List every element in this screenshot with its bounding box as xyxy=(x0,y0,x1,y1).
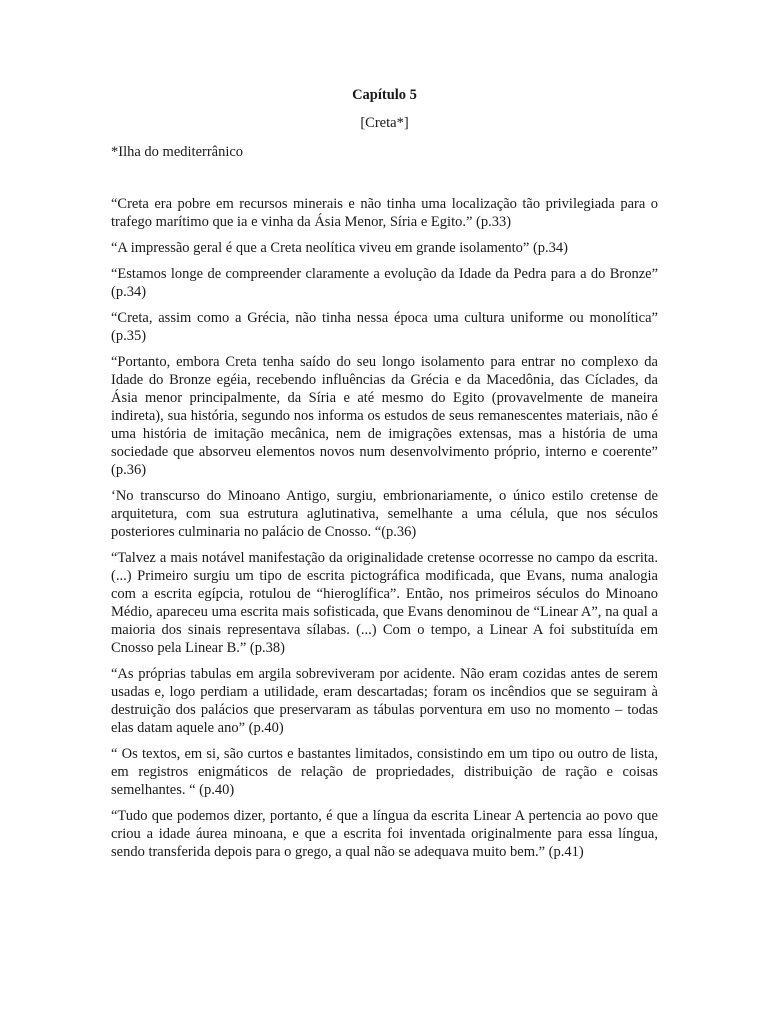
quote-paragraph: “Tudo que podemos dizer, portanto, é que a língua da escrita Linear A pertencia ao povo que criou a idade áurea minoana, e que a escrita foi inventada originalmente para essa língua, sendo transferida depois para o grego, a qual não se adequava muito bem.” (p.41) xyxy=(111,808,658,860)
quote-paragraph: “Creta era pobre em recursos minerais e não tinha uma localização tão privilegiada para o trafego marítimo que ia e vinha da Ásia Menor, Síria e Egito.” (p.33) xyxy=(111,196,658,230)
quote-paragraph: “Estamos longe de compreender claramente a evolução da Idade da Pedra para a do Bronze” (p.34) xyxy=(111,266,658,300)
quote-paragraph: ‘No transcurso do Minoano Antigo, surgiu, embrionariamente, o único estilo cretense de arquitetura, com sua estrutura aglutinativa, semelhante a uma célula, que nos séculos posteriores culminaria no palácio de Cnosso. “(p.36) xyxy=(111,488,658,540)
footnote-note: *Ilha do mediterrânico xyxy=(111,144,244,160)
quote-paragraph: “Talvez a mais notável manifestação da originalidade cretense ocorresse no campo da escrita. (...) Primeiro surgiu um tipo de escrita pictográfica modificada, que Evans, numa analogia com a escrita egípcia, rotulou de “hieroglífica”. Então, nos primeiros séculos do Minoano Médio, apareceu uma escrita mais sofisticada, que Evans denominou de “Linear A”, na qual a maioria dos sinais representava sílabas. (...) Com o tempo, a Linear A foi substituída em Cnosso pela Linear B.” (p.38) xyxy=(111,550,658,656)
chapter-title: Capítulo 5 xyxy=(352,87,417,103)
quote-paragraph: “Portanto, embora Creta tenha saído do seu longo isolamento para entrar no complexo da Idade do Bronze egéia, recebendo influências da Grécia e da Macedônia, das Cíclades, da Ásia menor principalmente, da Síria e até mesmo do Egito (provavelmente de maneira indireta), sua história, segundo nos informa os estudos de seus remanescentes materiais, não é uma história de imitação mecânica, nem de imigrações extensas, mas a história de uma sociedade que absorveu elementos novos num desenvolvimento próprio, interno e coerente” (p.36) xyxy=(111,354,658,478)
chapter-subtitle: [Creta*] xyxy=(360,115,409,131)
quote-paragraph: “ Os textos, em si, são curtos e bastantes limitados, consistindo em um tipo ou outro de lista, em registros enigmáticos de relação de propriedades, distribuição de ração e coisas semelhantes. “ (p.40) xyxy=(111,746,658,798)
quote-paragraph: “As próprias tabulas em argila sobreviveram por acidente. Não eram cozidas antes de serem usadas e, logo perdiam a utilidade, eram descartadas; foram os incêndios que se seguiram à destruição dos palácios que preservaram as tábulas porventura em uso no momento – todas elas datam aquele ano” (p.40) xyxy=(111,666,658,736)
quote-paragraph: “Creta, assim como a Grécia, não tinha nessa época uma cultura uniforme ou monolítica” (p.35) xyxy=(111,310,658,344)
quotes-list xyxy=(111,195,658,869)
quote-paragraph: “A impressão geral é que a Creta neolítica viveu em grande isolamento” (p.34) xyxy=(111,240,568,256)
